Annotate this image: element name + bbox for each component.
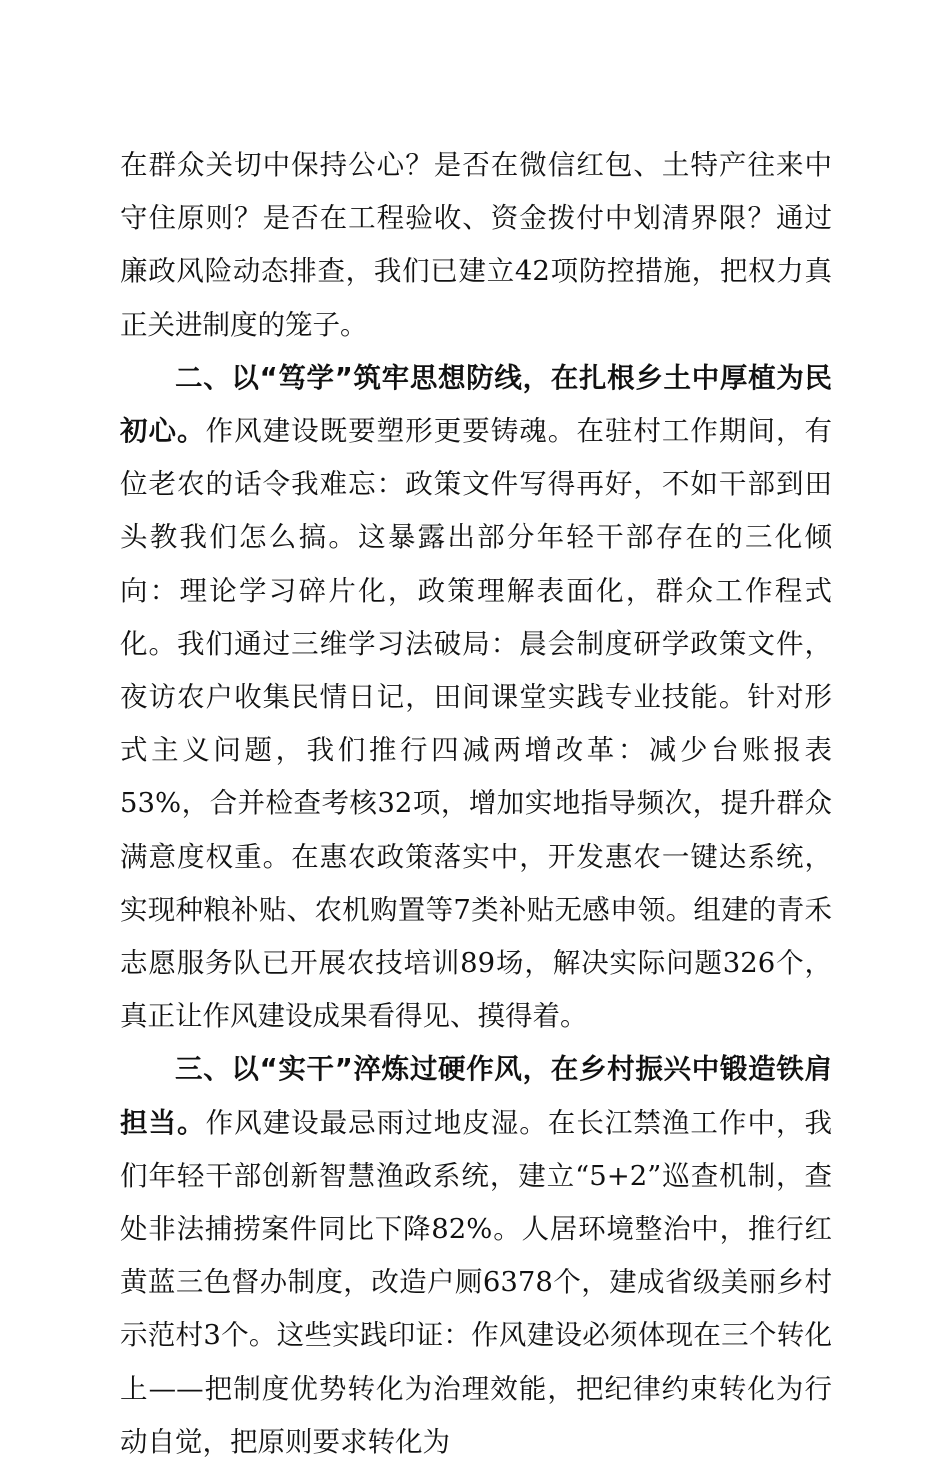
- section-heading: 二、以“笃学”筑牢思想防线，在扎根乡土中厚植为民初心。: [120, 361, 832, 448]
- paragraph-text: 作风建设既要塑形更要铸魂。在驻村工作期间，有位老农的话令我难忘：政策文件写得再好，不如干部到田头教我们怎么搞。这暴露出部分年轻干部存在的三化倾向：理论学习碎片化，政策理解表面化，群众工作程式化。我们通过三维学习法破局：晨会制度研学政策文件，夜访农户收集民情日记，田间课堂实践专业技能。针对形式主义问题，我们推行四减两增改革：减少台账报表53%，合并检查考核32项，增加实地指导频次，提升群众满意度权重。在惠农政策落实中，开发惠农一键达系统，实现种粮补贴、农机购置等7类补贴无感申领。组建的青禾志愿服务队已开展农技培训89场，解决实际问题326个，真正让作风建设成果看得见、摸得着。: [120, 415, 832, 1033]
- paragraph-section-3: [120, 1043, 832, 1469]
- section-heading: 三、以“实干”淬炼过硬作风，在乡村振兴中锻造铁肩担当。: [120, 1053, 832, 1139]
- paragraph-continuation: [120, 139, 832, 352]
- paragraph-section-2: [120, 352, 832, 1044]
- document-body: [120, 139, 832, 1469]
- paragraph-text: 作风建设最忌雨过地皮湿。在长江禁渔工作中，我们年轻干部创新智慧渔政系统，建立“5+2”巡查机制，查处非法捕捞案件同比下降82%。人居环境整治中，推行红黄蓝三色督办制度，改造户厕6378个，建成省级美丽乡村示范村3个。这些实践印证：作风建设必须体现在三个转化上——把制度优势转化为治理效能，把纪律约束转化为行动自觉，把原则要求转化为: [120, 1106, 832, 1458]
- paragraph-text: 在群众关切中保持公心？是否在微信红包、土特产往来中守住原则？是否在工程验收、资金拨付中划清界限？通过廉政风险动态排查，我们已建立42项防控措施，把权力真正关进制度的笼子。: [120, 149, 832, 341]
